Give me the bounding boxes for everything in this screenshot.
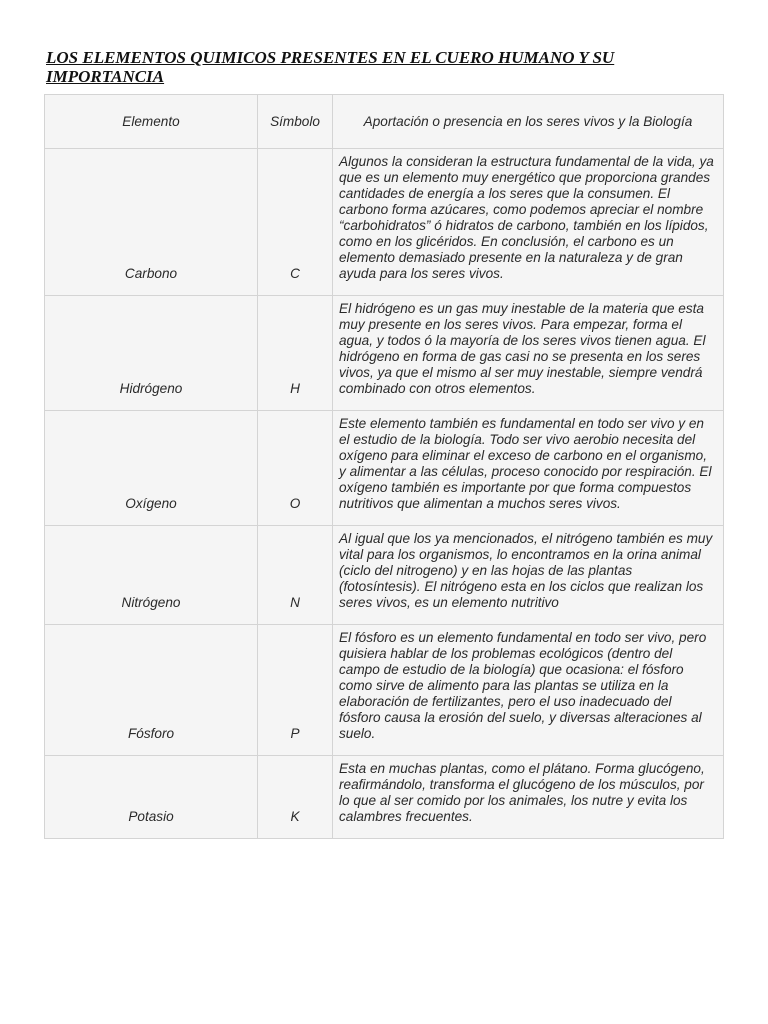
table-row [45,625,724,756]
table-row [45,756,724,839]
element-description: Al igual que los ya mencionados, el nitrógeno también es muy vital para los organismos, lo encontramos en la orina animal (ciclo del nitrogeno) y en las hojas de las plantas (fotosíntesis). El nitrógeno esta en los ciclos que realizan los seres vivos, es un elemento nutritivo [333,526,724,625]
table-row [45,526,724,625]
element-name: Fósforo [45,625,258,756]
element-description: Este elemento también es fundamental en todo ser vivo y en el estudio de la biología. Todo ser vivo aerobio necesita del oxígeno para eliminar el exceso de carbono en el organismo, y alimentar a las células, proceso conocido por respiración. El oxígeno también es importante por que forma compuestos nutritivos que alimentan a muchos seres vivos. [333,411,724,526]
element-name: Nitrógeno [45,526,258,625]
element-symbol: H [258,296,333,411]
element-name: Hidrógeno [45,296,258,411]
table-header-row [45,95,724,149]
elements-table [44,94,724,839]
element-symbol: K [258,756,333,839]
element-name: Carbono [45,149,258,296]
element-name: Potasio [45,756,258,839]
header-symbol: Símbolo [258,95,333,149]
header-contribution: Aportación o presencia en los seres vivos y la Biología [333,95,724,149]
element-description: El fósforo es un elemento fundamental en todo ser vivo, pero quisiera hablar de los problemas ecológicos (dentro del campo de estudio de la biología) que ocasiona: el fósforo como sirve de alimento para las plantas se utiliza en la elaboración de fertilizantes, pero el uso inadecuado del fósforo causa la erosión del suelo, y diversas alteraciones al suelo. [333,625,724,756]
element-symbol: P [258,625,333,756]
header-element: Elemento [45,95,258,149]
table-row [45,296,724,411]
element-symbol: C [258,149,333,296]
table-row [45,149,724,296]
table-row [45,411,724,526]
element-description: Algunos la consideran la estructura fundamental de la vida, ya que es un elemento muy energético que proporciona grandes cantidades de energía a los seres que la consumen. El carbono forma azúcares, como podemos apreciar el nombre “carbohidratos” ó hidratos de carbono, también en los lípidos, como en los glicéridos. En conclusión, el carbono es un elemento demasiado presente en la naturaleza y de gran ayuda para los seres vivos. [333,149,724,296]
element-symbol: N [258,526,333,625]
page-title: LOS ELEMENTOS QUIMICOS PRESENTES EN EL CUERO HUMANO Y SU IMPORTANCIA [46,48,615,86]
element-description: El hidrógeno es un gas muy inestable de la materia que esta muy presente en los seres vivos. Para empezar, forma el agua, y todos ó la mayoría de los seres vivos tienen agua. El hidrógeno en forma de gas casi no se presenta en los seres vivos, ya que el mismo al ser muy inestable, siempre vendrá combinado con otros elementos. [333,296,724,411]
element-symbol: O [258,411,333,526]
element-description: Esta en muchas plantas, como el plátano. Forma glucógeno, reafirmándolo, transforma el glucógeno de los músculos, por lo que al ser comido por los animales, los nutre y evita los calambres frecuentes. [333,756,724,839]
element-name: Oxígeno [45,411,258,526]
